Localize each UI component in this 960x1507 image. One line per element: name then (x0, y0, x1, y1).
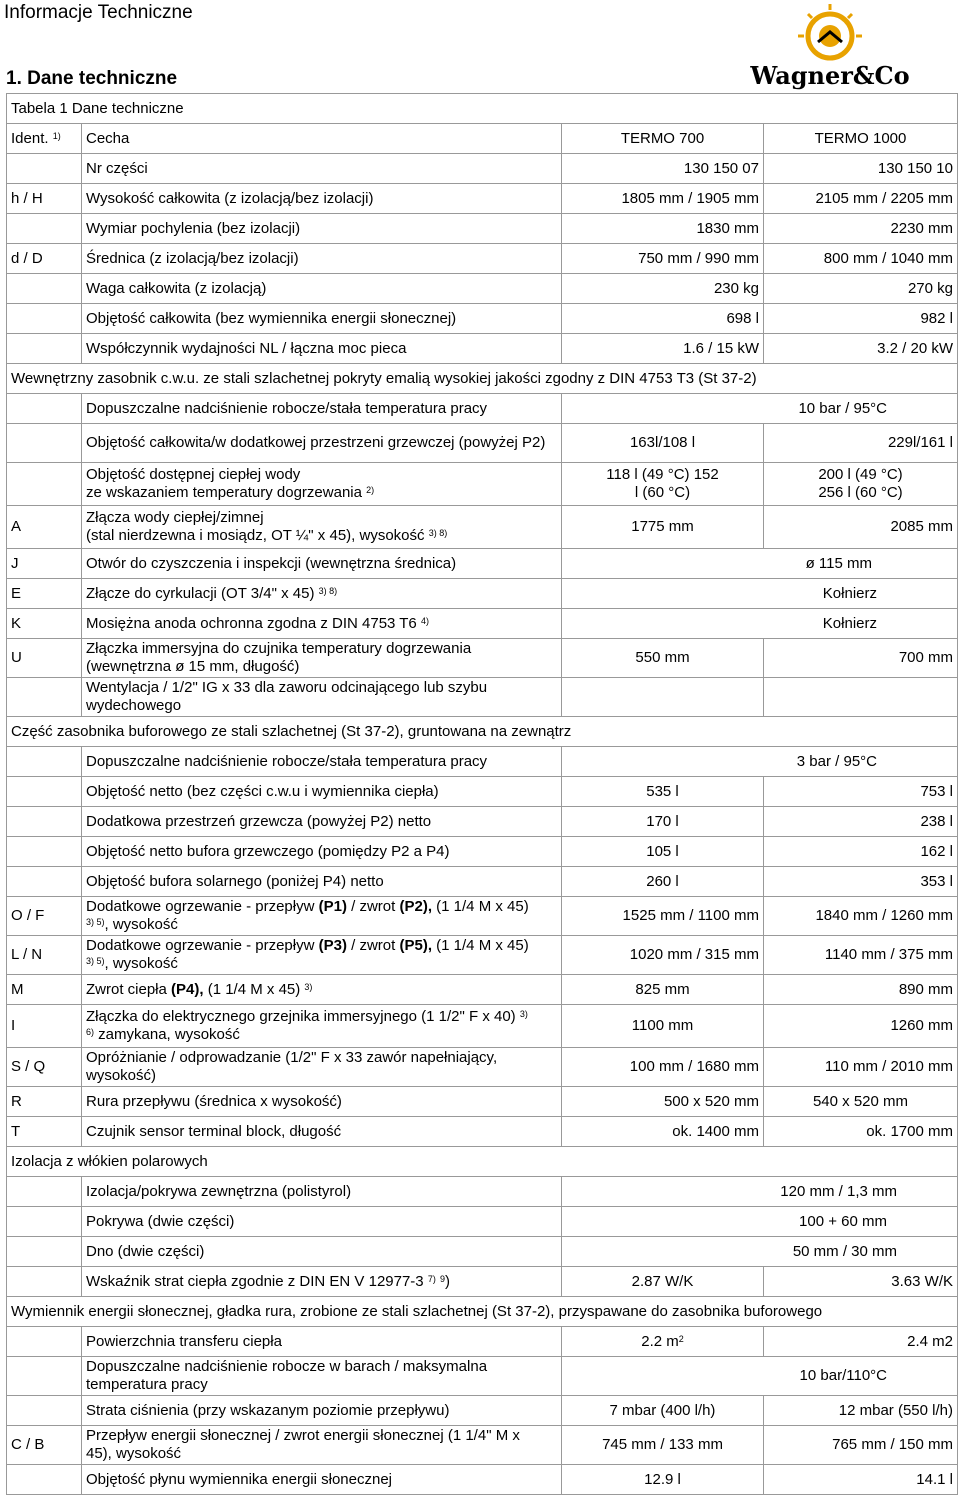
table-row: h / H Wysokość całkowita (z izolacją/bez izolacji) 1805 mm / 1905 mm 2105 mm / 2205 mm (7, 184, 958, 214)
table-row: Strata ciśnienia (przy wskazanym poziomie przepływu) 7 mbar (400 l/h) 12 mbar (550 l/h) (7, 1396, 958, 1426)
sun-icon (798, 4, 862, 58)
table-row: Pokrywa (dwie części) 100 + 60 mm (7, 1207, 958, 1237)
table-row: C / B Przepływ energii słonecznej / zwrot energii słonecznej (1 1/4" M x 45), wysokość 745 mm / 133 mm 765 mm / 150 mm (7, 1426, 958, 1465)
table-row: Dodatkowa przestrzeń grzewcza (powyżej P2) netto 170 l 238 l (7, 807, 958, 837)
section-buffer: Część zasobnika buforowego ze stali szlachetnej (St 37-2), gruntowana na zewnątrz (7, 717, 958, 747)
model-2-header: TERMO 1000 (764, 124, 958, 154)
ident-header: Ident. (11, 129, 49, 147)
table-row: J Otwór do czyszczenia i inspekcji (wewnętrzna średnica) ø 115 mm (7, 549, 958, 579)
table-row: Współczynnik wydajności NL / łączna moc pieca 1.6 / 15 kW 3.2 / 20 kW (7, 334, 958, 364)
table-row: Objętość całkowita/w dodatkowej przestrzeni grzewczej (powyżej P2) 163l/108 l 229l/161 l (7, 424, 958, 463)
table-row: S / Q Opróżnianie / odprowadzanie (1/2" F x 33 zawór napełniający, wysokość) 100 mm / 1680 mm 110 mm / 2010 mm (7, 1048, 958, 1087)
model-1-header: TERMO 700 (562, 124, 764, 154)
table-row: R Rura przepływu (średnica x wysokość) 500 x 520 mm 540 x 520 mm (7, 1087, 958, 1117)
table-row: Wentylacja / 1/2" IG x 33 dla zaworu odcinającego lub szybu wydechowego (7, 678, 958, 717)
wagner-logo (748, 2, 912, 94)
table-row: O / F Dodatkowe ogrzewanie - przepływ (P1) / zwrot (P2), (1 1/4 M x 45) $^{3) 5)}$, wysokość 1525 mm / 1100 mm 1840 mm / 1260 mm (7, 897, 958, 936)
table-row: L / N Dodatkowe ogrzewanie - przepływ (P3) / zwrot (P5), (1 1/4 M x 45) $^{3) 5)}$, wysokość 1020 mm / 315 mm 1140 mm / 375 mm (7, 936, 958, 975)
table-row: U Złączka immersyjna do czujnika temperatury dogrzewania (wewnętrzna ø 15 mm, długość) 550 mm 700 mm (7, 639, 958, 678)
table-row: M Zwrot ciepła (P4), (1 1/4 M x 45) $^{3)}$ 825 mm 890 mm (7, 975, 958, 1005)
table-row: Dno (dwie części) 50 mm / 30 mm (7, 1237, 958, 1267)
table-row: Objętość bufora solarnego (poniżej P4) netto 260 l 353 l (7, 867, 958, 897)
section-inner-storage: Wewnętrzny zasobnik c.w.u. ze stali szlachetnej pokryty emalią wysokiej jakości zgodny z DIN 4753 T3 (St 37-2) (7, 364, 958, 394)
table-row: Waga całkowita (z izolacją) 230 kg 270 kg (7, 274, 958, 304)
table-row: Objętość dostępnej ciepłej wody ze wskazaniem temperatury dogrzewania $^{2)}$ 118 l (49 °C) 152 l (60 °C) 200 l (49 °C) 256 l (60 °C) (7, 463, 958, 506)
table-row: Objętość netto bufora grzewczego (pomiędzy P2 a P4) 105 l 162 l (7, 837, 958, 867)
section-title: 1. Dane techniczne (6, 68, 178, 89)
page-header: Informacje Techniczne (4, 2, 193, 23)
table-row: E Złącze do cyrkulacji (OT 3/4" x 45) $^{3) 8)}$ Kołnierz (7, 579, 958, 609)
table-row: Nr części 130 150 07 130 150 10 (7, 154, 958, 184)
table-row: Dopuszczalne nadciśnienie robocze/stała temperatura pracy 3 bar / 95°C (7, 747, 958, 777)
table-row: d / D Średnica (z izolacją/bez izolacji) 750 mm / 990 mm 800 mm / 1040 mm (7, 244, 958, 274)
svg-text:Wagner&Co: Wagner&Co (750, 61, 910, 90)
table-row: Izolacja/pokrywa zewnętrzna (polistyrol) 120 mm / 1,3 mm (7, 1177, 958, 1207)
table-row: Wymiar pochylenia (bez izolacji) 1830 mm 2230 mm (7, 214, 958, 244)
table-row: Objętość całkowita (bez wymiennika energii słonecznej) 698 l 982 l (7, 304, 958, 334)
table-caption: Tabela 1 Dane techniczne (7, 94, 958, 124)
table-row: Objętość płynu wymiennika energii słonecznej 12.9 l 14.1 l (7, 1465, 958, 1495)
table-row: Powierzchnia transferu ciepła 2.2 $m^2$ 2.4 m2 (7, 1327, 958, 1357)
table-row: Dopuszczalne nadciśnienie robocze/stała temperatura pracy 10 bar / 95°C (7, 394, 958, 424)
table-row: I Złączka do elektrycznego grzejnika immersyjnego (1 1/2" F x 40) $^{3)}$ $^{6)}$ zamykana, wysokość 1100 mm 1260 mm (7, 1005, 958, 1048)
table-row: Dopuszczalne nadciśnienie robocze w barach / maksymalna temperatura pracy 10 bar/110°C (7, 1357, 958, 1396)
table-row: A Złącza wody ciepłej/zimnej (stal nierdzewna i mosiądz, OT ¼" x 45), wysokość $^{3) 8)}$ 1775 mm 2085 mm (7, 506, 958, 549)
table-row: Wskaźnik strat ciepła zgodnie z DIN EN V 12977-3 $^{7)}$ $^9$) 2.87 W/K 3.63 W/K (7, 1267, 958, 1297)
header-row: Ident. $^{1)}$ Cecha TERMO 700 TERMO 1000 (7, 124, 958, 154)
feature-header: Cecha (82, 124, 562, 154)
table-row: Objętość netto (bez części c.w.u i wymiennika ciepła) 535 l 753 l (7, 777, 958, 807)
spec-table (6, 93, 958, 1495)
section-insulation: Izolacja z włókien polarowych (7, 1147, 958, 1177)
table-row: T Czujnik sensor terminal block, długość ok. 1400 mm ok. 1700 mm (7, 1117, 958, 1147)
table-row: K Mosiężna anoda ochronna zgodna z DIN 4753 T6 $^{4)}$ Kołnierz (7, 609, 958, 639)
section-solar: Wymiennik energii słonecznej, gładka rura, zrobione ze stali szlachetnej (St 37-2), przyspawane do zasobnika buforowego (7, 1297, 958, 1327)
